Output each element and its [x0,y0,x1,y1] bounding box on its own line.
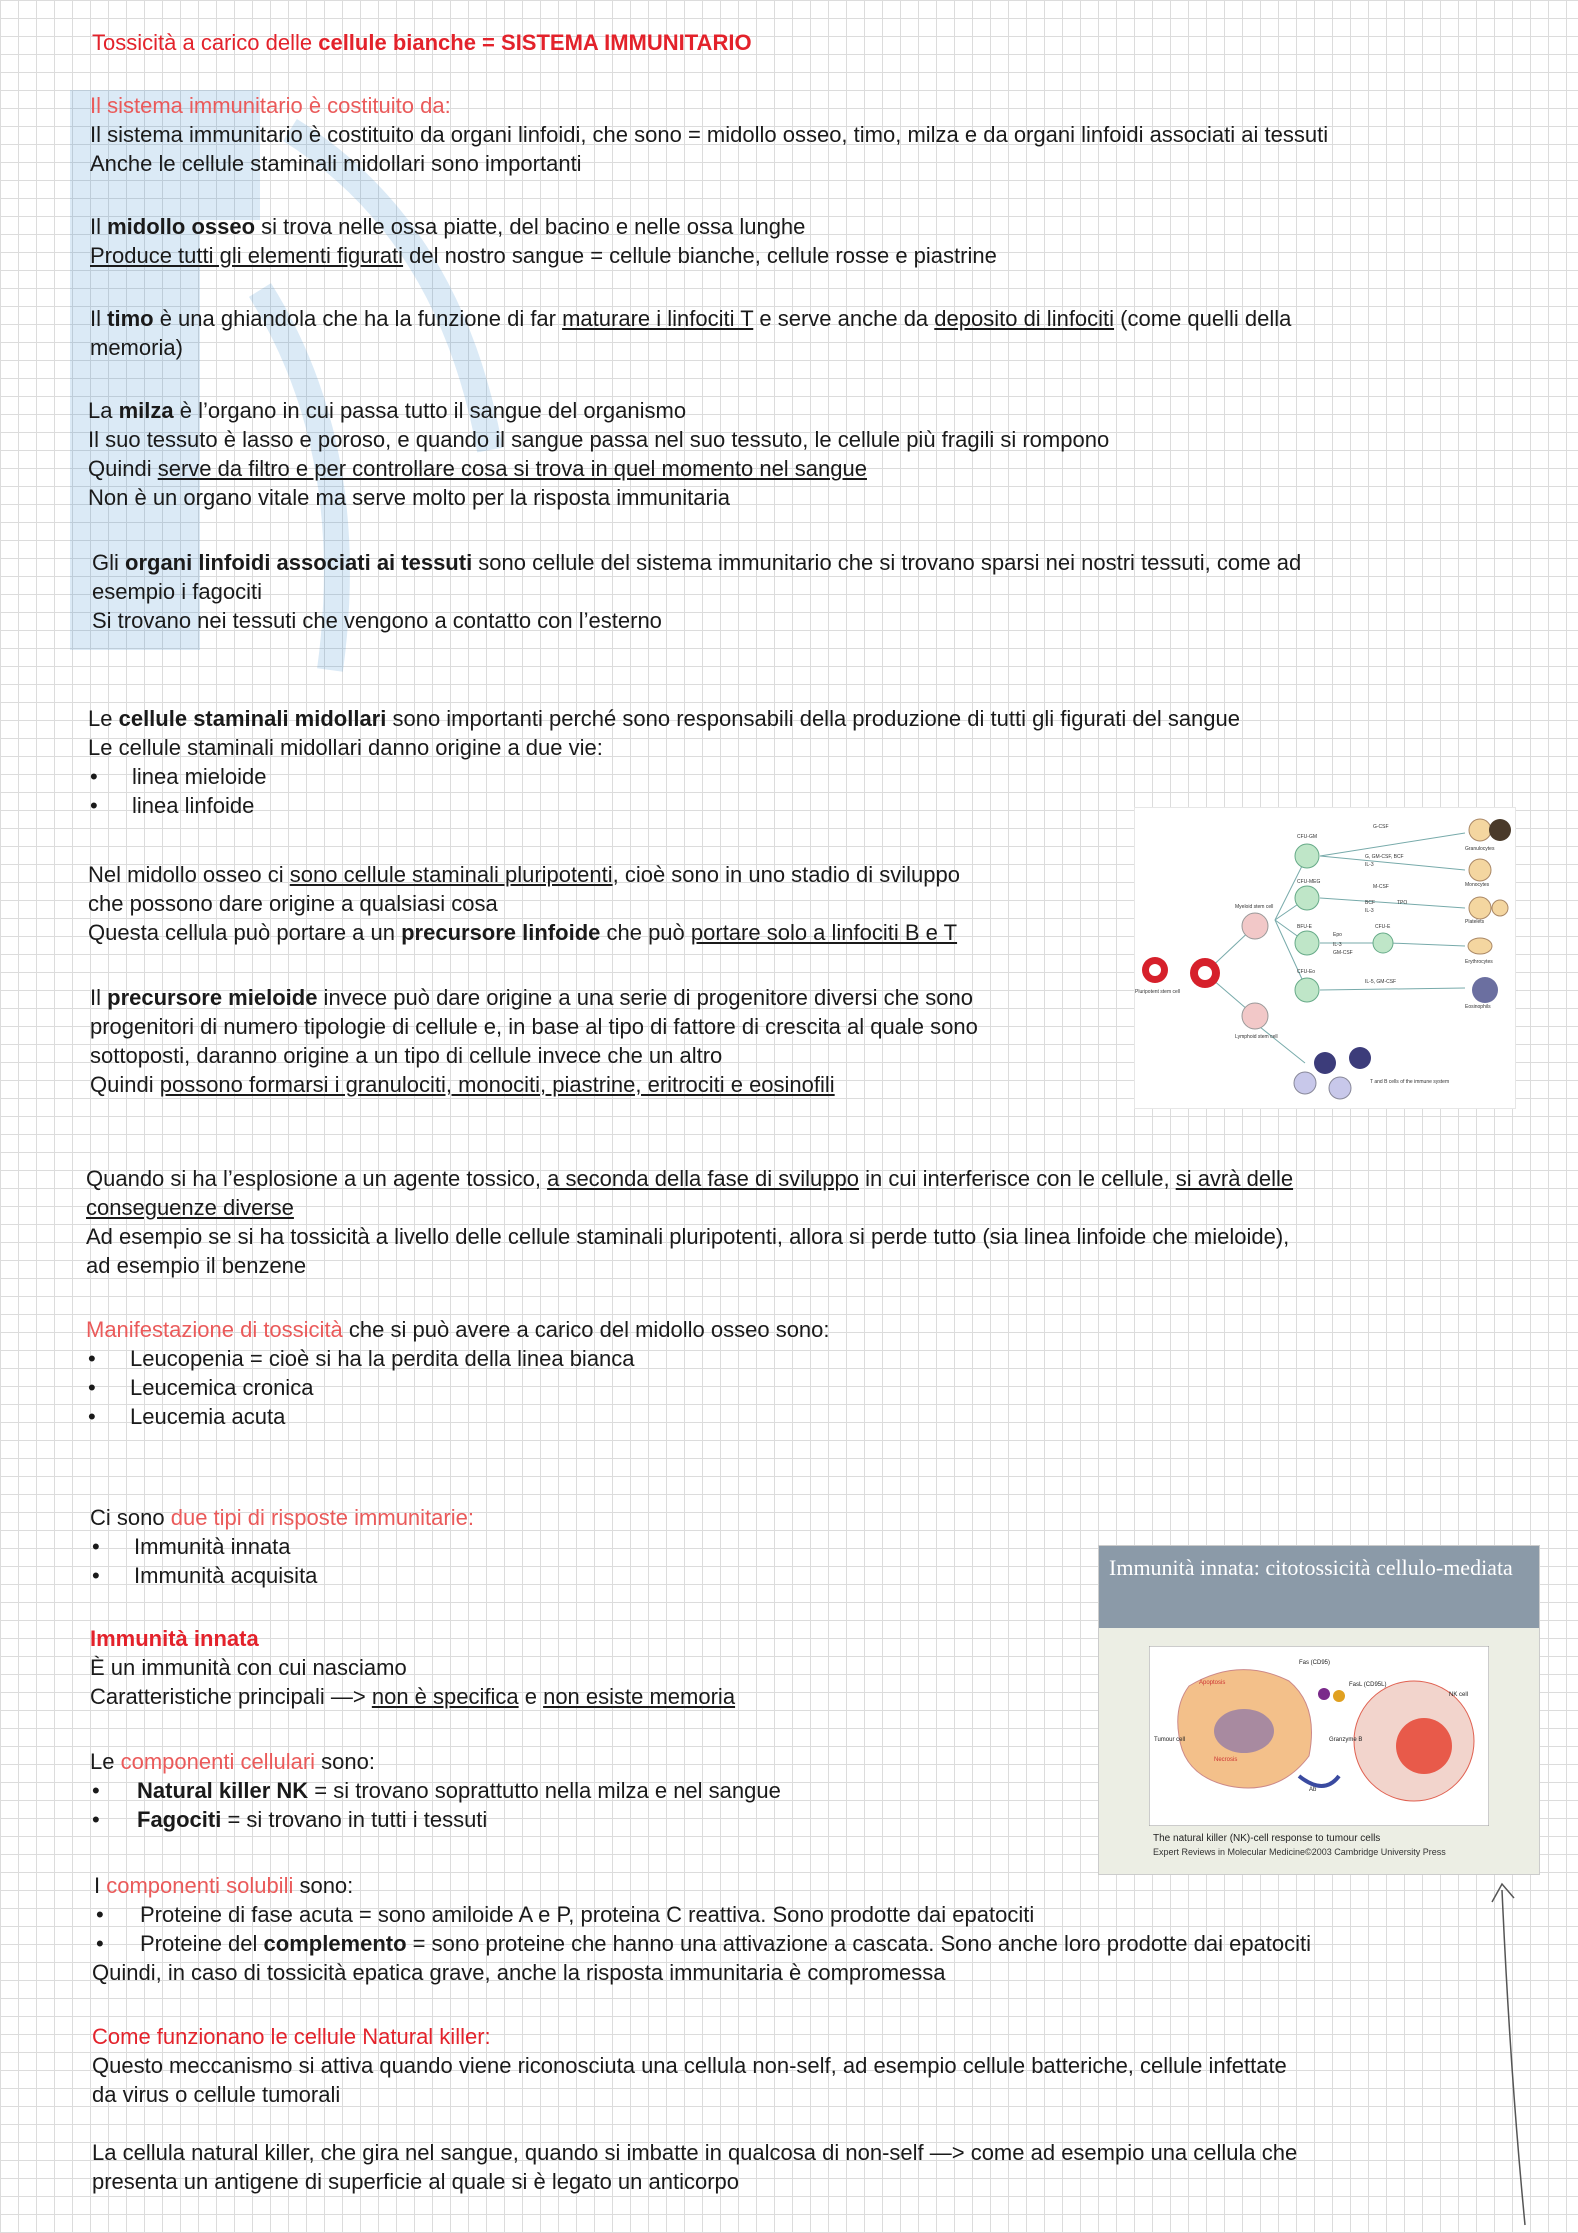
svg-text:CFU-Eo: CFU-Eo [1297,969,1316,975]
svg-text:Myeloid stem cell: Myeloid stem cell [1235,904,1274,910]
svg-text:Epo: Epo [1333,932,1342,938]
manifestazione-section: Manifestazione di tossicità che si può avere a carico del midollo osseo sono: • Leucopenia = cioè si ha la perdita della linea bianca • Leucemica cronica • Leucemia acuta [86,1317,830,1429]
svg-text:M-CSF: M-CSF [1373,884,1389,890]
nk-figure [1098,1545,1540,1875]
intro-section: Il sistema immunitario è costituito da: Il sistema immunitario è costituito da organi linfoidi, che sono = midollo osseo, timo, milza e da organi linfoidi associati ai tessuti Anche le cellule staminali midollari sono importanti [90,93,1329,176]
svg-text:Ab: Ab [1309,1787,1317,1793]
svg-text:Eosinophils: Eosinophils [1465,1004,1491,1010]
svg-text:G-CSF: G-CSF [1373,824,1389,830]
timo-section: Il timo è una ghiandola che ha la funzione di far maturare i linfociti T e serve anche da deposito di linfociti (come quelli della memoria) [90,306,1292,360]
list-item: • Immunità acquisita [92,1563,318,1588]
risposte-section: Ci sono due tipi di risposte immunitarie: • Immunità innata • Immunità acquisita [90,1505,474,1588]
svg-text:FasL (CD95L): FasL (CD95L) [1349,1682,1387,1688]
list-item: • Leucopenia = cioè si ha la perdita della linea bianca [88,1346,635,1371]
cellulari-section: Le componenti cellulari sono: • Natural killer NK = si trovano soprattutto nella milza e nel sangue • Fagociti = si trovano in tutti i tessuti [90,1749,781,1832]
doc-title: Tossicità a carico delle cellule bianche = SISTEMA IMMUNITARIO [92,30,752,55]
svg-text:T and B cells of the immune sy: T and B cells of the immune system [1370,1079,1450,1085]
nk-figure-credit: Expert Reviews in Molecular Medicine©2003 Cambridge University Press [1153,1847,1446,1857]
pluripotenti-section: Nel midollo osseo ci sono cellule staminali pluripotenti, cioè sono in uno stadio di sviluppo che possono dare origine a qualsiasi cosa Questa cellula può portare a un precursore linfoide che può portare solo a linfociti B e T [88,862,960,945]
svg-text:Granzyme B: Granzyme B [1329,1737,1363,1743]
nk-diagram [1149,1646,1489,1826]
svg-text:G, GM-CSF, BCF: G, GM-CSF, BCF [1365,854,1404,860]
staminali-section: Le cellule staminali midollari sono importanti perché sono responsabili della produzione di tutti gli figurati del sangue Le cellule staminali midollari danno origine a due vie: • linea mieloide • linea linfoide [88,706,1240,818]
svg-text:Necrosis: Necrosis [1214,1757,1238,1763]
esposizione-section: Quando si ha l’esplosione a un agente tossico, a seconda della fase di sviluppo in cui interferisce con le cellule, si avrà delle conseguenze diverse Ad esempio se si ha tossicità a livello delle cellule staminali pluripotenti, allora si perde tutto (sia linea linfoide che mieloide), ad esempio il benzene [86,1166,1294,1278]
list-item: • Leucemica cronica [88,1375,314,1400]
svg-text:TPO: TPO [1397,900,1408,906]
list-item: • linea linfoide [90,793,255,818]
svg-text:Apoptosis: Apoptosis [1199,1680,1226,1686]
mieloide-section: Il precursore mieloide invece può dare origine a una serie di progenitore diversi che sono progenitori di numero tipologie di cellule e, in base al tipo di fattore di crescita al quale sono sottoposti, daranno origine a un tipo di cellule invece che un altro Quindi possono formarsi i granulociti, monociti, piastrine, eritrociti e eosinofili [90,985,978,1097]
svg-text:IL-3: IL-3 [1333,942,1342,948]
organi-section: Gli organi linfoidi associati ai tessuti sono cellule del sistema immunitario che si trovano sparsi nei nostri tessuti, come ad esempio i fagociti Si trovano nei tessuti che vengono a contatto con l’esterno [92,550,1302,633]
nk-figure-caption: The natural killer (NK)-cell response to tumour cells [1153,1833,1381,1844]
svg-text:Pluripotent stem cell: Pluripotent stem cell [1135,989,1181,995]
list-item: • Leucemia acuta [88,1404,286,1429]
svg-text:Monocytes: Monocytes [1465,882,1490,888]
list-item: • Immunità innata [92,1534,291,1559]
svg-text:NK cell: NK cell [1449,1692,1469,1698]
svg-text:Lymphoid stem cell: Lymphoid stem cell [1235,1034,1278,1040]
milza-section: La milza è l’organo in cui passa tutto il sangue del organismo Il suo tessuto è lasso e poroso, e quando il sangue passa nel suo tessuto, le cellule più fragili si rompono Quindi serve da filtro e per controllare cosa si trova in quel momento nel sangue Non è un organo vitale ma serve molto per la risposta immunitaria [88,398,1110,510]
list-item: • Proteine di fase acuta = sono amiloide A e P, proteina C reattiva. Sono prodotte dai epatociti [96,1902,1035,1927]
svg-text:GM-CSF: GM-CSF [1333,950,1353,956]
svg-text:BFU-E: BFU-E [1297,924,1312,930]
svg-text:CFU-MEG: CFU-MEG [1297,879,1321,885]
svg-text:Tumour cell: Tumour cell [1154,1737,1186,1743]
list-item: • Proteine del complemento = sono proteine che hanno una attivazione a cascata. Sono anche loro prodotte dai epatociti [96,1931,1312,1956]
svg-text:IL-3: IL-3 [1365,862,1374,868]
svg-text:Erythrocytes: Erythrocytes [1465,959,1493,965]
svg-text:IL-5, GM-CSF: IL-5, GM-CSF [1365,979,1397,985]
nk-section: Come funzionano le cellule Natural killer: Questo meccanismo si attiva quando viene riconosciuta una cellula non-self, ad esempio cellule batteriche, cellule infettate da virus o cellule tumorali La cellula natural killer, che gira nel sangue, quando si imbatte in qualcosa di non-self —> come ad esempio una cellula che presenta un antigene di superficie al quale si è legato un anticorpo [92,2024,1298,2194]
hematopoiesis-figure [1134,807,1516,1109]
list-item: • Fagociti = si trovano in tutti i tessuti [92,1807,488,1832]
svg-text:IL-3: IL-3 [1365,908,1374,914]
svg-text:BCF: BCF [1365,900,1375,906]
svg-text:Platelets: Platelets [1465,919,1485,925]
innata-section: Immunità innata È un immunità con cui nasciamo Caratteristiche principali —> non è specifica e non esiste memoria [90,1626,736,1709]
hematopoiesis-diagram [1135,808,1515,1108]
svg-text:CFU-GM: CFU-GM [1297,834,1317,840]
svg-text:Fas (CD95): Fas (CD95) [1299,1660,1331,1666]
svg-text:CFU-E: CFU-E [1375,924,1391,930]
hand-drawn-arrow-icon [1480,1870,1540,2230]
midollo-section: Il midollo osseo si trova nelle ossa piatte, del bacino e nelle ossa lunghe Produce tutti gli elementi figurati del nostro sangue = cellule bianche, cellule rosse e piastrine [90,214,997,268]
nk-figure-title: Immunità innata: citotossicità cellulo-mediata [1099,1546,1539,1628]
list-item: • Natural killer NK = si trovano soprattutto nella milza e nel sangue [92,1778,781,1803]
svg-text:Granulocytes: Granulocytes [1465,846,1495,852]
solubili-section: I componenti solubili sono: • Proteine di fase acuta = sono amiloide A e P, proteina C reattiva. Sono prodotte dai epatociti • Proteine del complemento = sono proteine che hanno una attivazione a cascata. Sono anche loro prodotte dai epatociti Quindi, in caso di tossicità epatica grave, anche la risposta immunitaria è compromessa [92,1873,1312,1985]
list-item: • linea mieloide [90,764,267,789]
